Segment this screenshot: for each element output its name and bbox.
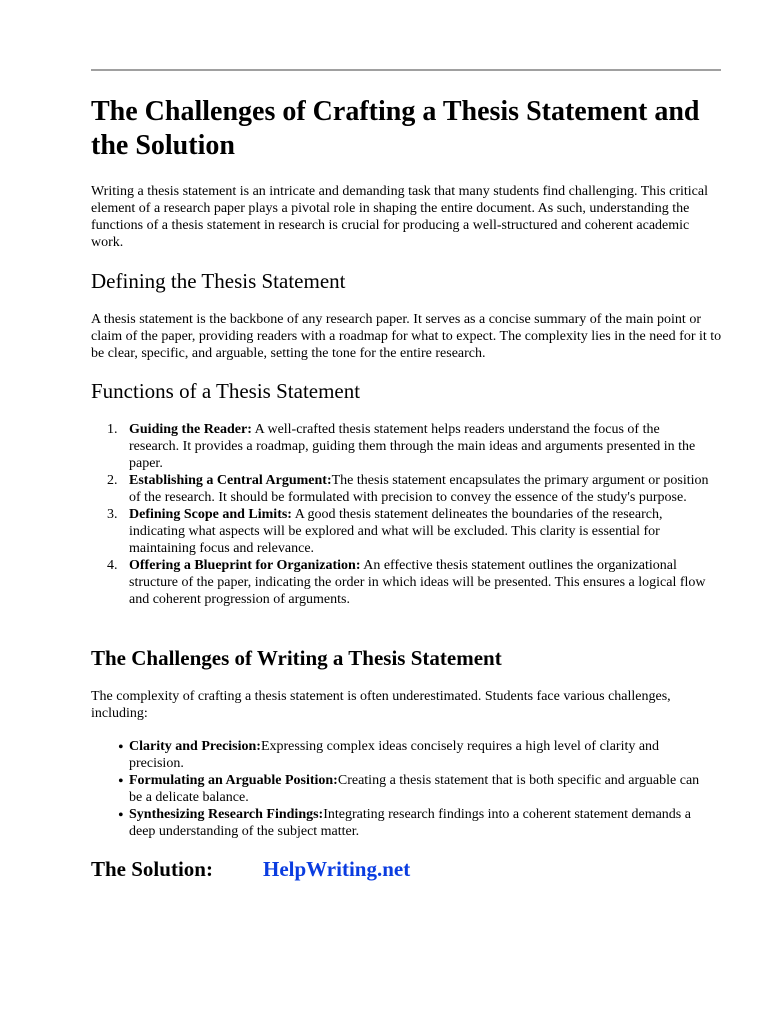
list-item: [107, 472, 709, 506]
page-title: The Challenges of Crafting a Thesis Statement and the Solution: [91, 96, 700, 161]
bullet-icon: •: [118, 807, 124, 824]
list-text: Creating a thesis statement that is both specific and arguable can be a delicate balance.: [129, 773, 700, 805]
list-item: [118, 772, 709, 806]
intro-paragraph: Writing a thesis statement is an intricate and demanding task that many students find challenging. This critical element of a research paper plays a pivotal role in shaping the entire document. As such, understanding the functions of a thesis statement in research is crucial for producing a well-structured and coherent academic work.: [91, 184, 708, 250]
list-term: Defining Scope and Limits:: [129, 507, 292, 522]
list-text: A good thesis statement delineates the boundaries of the research, indicating what aspects will be explored and what will be excluded. This clarity is essential for maintaining focus and relevance.: [129, 507, 663, 556]
top-divider: [91, 69, 721, 71]
list-term: Clarity and Precision:: [129, 739, 261, 754]
list-item: [118, 738, 709, 772]
list-item: [107, 421, 709, 472]
list-number: 1.: [107, 422, 118, 437]
bullet-icon: •: [118, 773, 124, 790]
solution-label: The Solution:: [91, 857, 213, 881]
helpwriting-link[interactable]: HelpWriting.net: [263, 857, 411, 881]
list-text: Integrating research findings into a coherent statement demands a deep understanding of the subject matter.: [129, 807, 691, 839]
list-term: Offering a Blueprint for Organization:: [129, 558, 361, 573]
heading-challenges: The Challenges of Writing a Thesis Statement: [91, 646, 502, 670]
list-number: 3.: [107, 507, 118, 522]
list-term: Establishing a Central Argument:: [129, 473, 332, 488]
defining-paragraph: A thesis statement is the backbone of any research paper. It serves as a concise summary of the main point or claim of the paper, providing readers with a roadmap for what to expect. The complexity lies in the need for it to be clear, specific, and arguable, setting the tone for the entire research.: [91, 312, 722, 361]
functions-list: [107, 421, 709, 608]
list-number: 4.: [107, 558, 118, 573]
list-item: [107, 557, 709, 608]
heading-defining: Defining the Thesis Statement: [91, 269, 346, 293]
list-number: 2.: [107, 473, 118, 488]
list-text: A well-crafted thesis statement helps readers understand the focus of the research. It provides a roadmap, guiding them through the main ideas and arguments presented in the paper.: [129, 422, 696, 471]
list-text: The thesis statement encapsulates the primary argument or position of the research. It should be formulated with precision to convey the essence of the study's purpose.: [129, 473, 709, 505]
list-item: [118, 806, 709, 840]
challenges-paragraph: The complexity of crafting a thesis statement is often underestimated. Students face various challenges, including:: [91, 689, 671, 721]
list-term: Guiding the Reader:: [129, 422, 252, 437]
list-term: Synthesizing Research Findings:: [129, 807, 324, 822]
challenges-list: [118, 738, 709, 840]
list-term: Formulating an Arguable Position:: [129, 773, 338, 788]
solution-line: [91, 856, 411, 882]
list-text: Expressing complex ideas concisely requires a high level of clarity and precision.: [129, 739, 660, 771]
heading-functions: Functions of a Thesis Statement: [91, 379, 361, 403]
list-item: [107, 506, 709, 557]
bullet-icon: •: [118, 739, 124, 756]
list-text: An effective thesis statement outlines the organizational structure of the paper, indicating the order in which ideas will be presented. This ensures a logical flow and coherent progression of arguments.: [129, 558, 706, 607]
